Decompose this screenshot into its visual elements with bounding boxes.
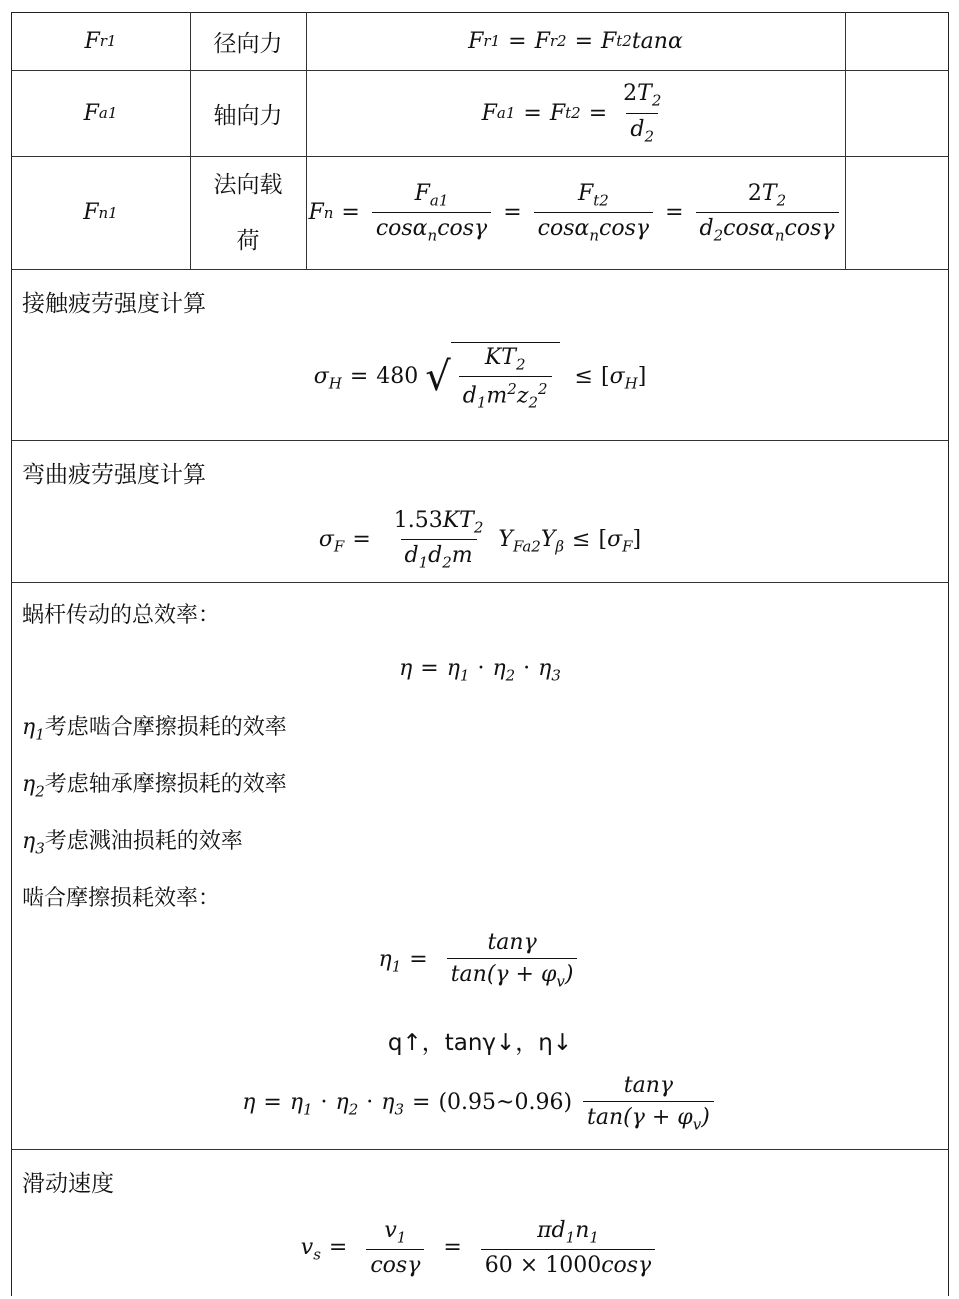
symbol-cell: F a1 [83, 100, 118, 126]
mesh-efficiency-intro: 啮合摩擦损耗效率： [22, 886, 221, 911]
section-title-contact: 接触疲劳强度计算 [22, 291, 206, 317]
name-cell-normal: 法向载 荷 [213, 171, 283, 254]
row-divider [11, 269, 949, 270]
formula-efficiency-range: $\eta = \eta_1 \cdot \eta_2 \cdot \eta_3$ = (0.95~0.96) $\frac{\tan\gamma}{\tan(\gamma + \varphi_v)}$ [11, 1073, 949, 1133]
section-title-sliding: 滑动速度 [22, 1171, 114, 1197]
trend-line: q↑，tanγ↓，η↓ [387, 1030, 573, 1056]
eta3-line: $\eta_3$考虑溅油损耗的效率 [22, 829, 243, 858]
formula-total-efficiency: $\eta = \eta_1 \cdot \eta_2 \cdot \eta_3$ [399, 656, 561, 685]
formula-sliding: $v_s$ = $\frac{v_1}{\cos\gamma}$ = $\frac{\pi d_1n_1}{60 \times 1000\cos\gamma}$ [11, 1218, 949, 1278]
formula-axial: F a1 = F t2 = $\frac{2T_2}{d_2}$ [481, 81, 662, 145]
formula-eta1: $\eta_1$ = $\frac{\tan\gamma}{\tan(\gamma + \varphi_v)}$ [11, 930, 949, 990]
name-cell-axial: 轴向力 [213, 102, 283, 129]
row-divider [11, 440, 949, 441]
eta2-line: $\eta_2$考虑轴承摩擦损耗的效率 [22, 772, 287, 801]
section-title-bending: 弯曲疲劳强度计算 [22, 462, 206, 488]
efficiency-intro: 蜗杆传动的总效率： [22, 603, 221, 628]
formula-bending: $\sigma_F$ = $\frac{1.53KT_2}{d_1d_2m}$ $Y_{Fa2}Y_\beta \le [\sigma_F]$ [318, 508, 642, 572]
symbol-cell: F r1 [84, 28, 117, 54]
formula-radial: F r1 = F r2 = F t2 tanα [468, 28, 683, 54]
name-cell-radial: 径向力 [213, 30, 283, 57]
symbol-cell: F n1 [83, 200, 118, 225]
col-divider [845, 12, 846, 270]
row-divider [11, 1149, 949, 1150]
eta1-line: $\eta_1$考虑啮合摩擦损耗的效率 [22, 715, 287, 744]
row-divider [11, 582, 949, 583]
formula-normal: F n = $\frac{F_{a1}}{\cos\alpha_n\cos\gamma}$ = $\frac{F_{t2}}{\cos\alpha_n\cos\gamma}$ = $\frac{2T_2}{d_2\cos\alpha_n\cos\gamma}$ [306, 156, 845, 269]
formula-contact: $\sigma_H = 480$ √ $\frac{KT_2}{d_1m^2z_2^2}$ ≤ $[\sigma_H]$ [11, 342, 949, 412]
